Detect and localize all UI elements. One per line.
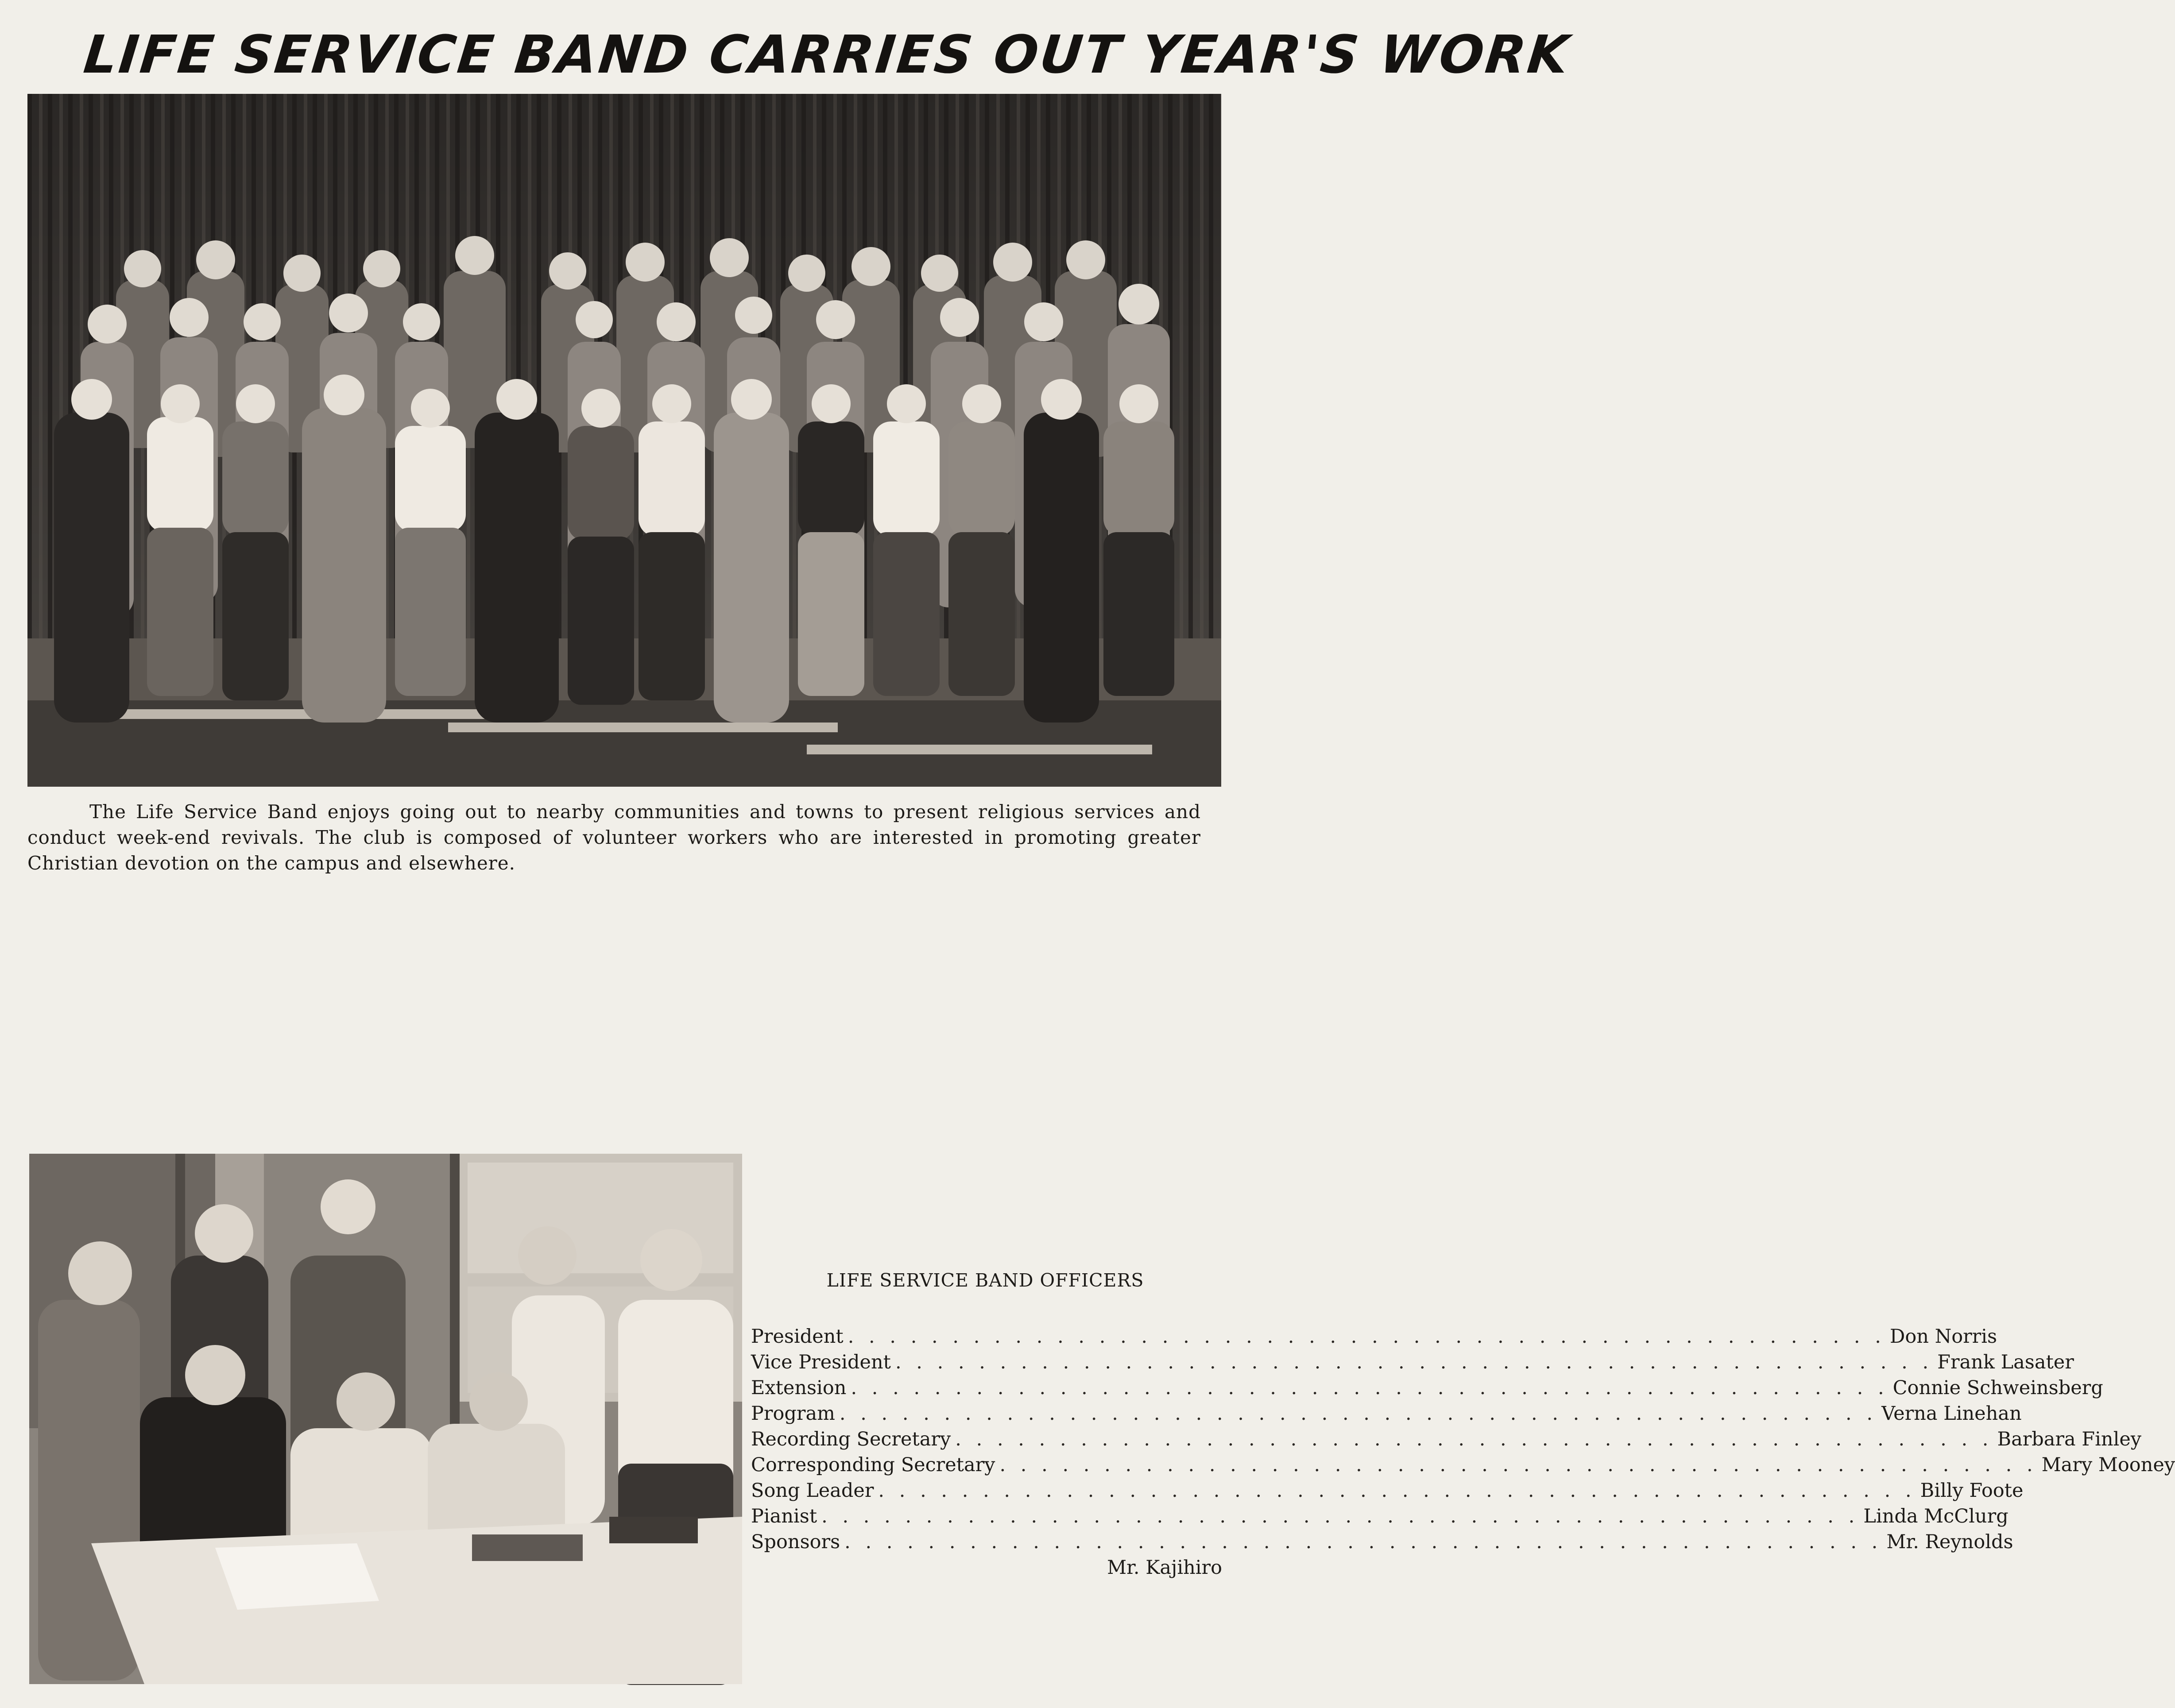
officer-name: Mr. Reynolds xyxy=(1886,1531,2013,1553)
officer-role: Extension xyxy=(751,1377,847,1399)
officer-name: Billy Foote xyxy=(1920,1480,2024,1502)
officer-row xyxy=(751,1426,2142,1452)
officers-heading: LIFE SERVICE BAND OFFICERS xyxy=(826,1270,1144,1291)
officer-row xyxy=(751,1478,2024,1503)
officer-row xyxy=(751,1349,2074,1375)
officer-name: Connie Schweinsberg xyxy=(1892,1377,2103,1399)
officers-photo xyxy=(29,1154,742,1684)
officer-name: Mary Mooney xyxy=(2041,1454,2175,1476)
officer-name: Verna Linehan xyxy=(1881,1403,2022,1425)
officer-name: Barbara Finley xyxy=(1997,1428,2142,1450)
officer-name: Linda McClurg xyxy=(1863,1505,2009,1527)
officer-row xyxy=(751,1324,1997,1349)
officer-role: Program xyxy=(751,1403,835,1425)
leader-dots xyxy=(955,1426,1993,1452)
officer-role: Sponsors xyxy=(751,1531,840,1553)
leader-dots xyxy=(878,1478,1916,1503)
officer-row xyxy=(751,1452,2175,1478)
group-photo xyxy=(27,94,1221,787)
page-headline: LIFE SERVICE BAND CARRIES OUT YEAR'S WORK xyxy=(81,24,1573,85)
officer-role: Recording Secretary xyxy=(751,1428,951,1450)
leader-dots xyxy=(844,1529,1882,1555)
officer-row xyxy=(751,1375,2103,1401)
leader-dots xyxy=(999,1452,2037,1478)
officer-role: Corresponding Secretary xyxy=(751,1454,995,1476)
group-photo-caption: The Life Service Band enjoys going out to nearby communities and towns to present religious services and conduct week-end revivals. The club is composed of volunteer workers who are interested in promoting greater Christian devotion on the campus and elsewhere. xyxy=(27,801,1201,874)
leader-dots xyxy=(821,1503,1859,1529)
leader-dots xyxy=(895,1349,1933,1375)
officer-row xyxy=(751,1401,2022,1426)
officer-role: President xyxy=(751,1325,844,1348)
leader-dots xyxy=(851,1375,1888,1401)
leader-dots xyxy=(848,1324,1885,1349)
officer-name: Frank Lasater xyxy=(1937,1351,2074,1373)
officer-row xyxy=(751,1503,2009,1529)
leader-dots xyxy=(840,1401,1877,1426)
officers-list xyxy=(751,1324,2175,1580)
officer-role: Vice President xyxy=(751,1351,891,1373)
second-sponsor-name: Mr. Kajihiro xyxy=(1107,1557,1222,1579)
officer-role: Song Leader xyxy=(751,1480,874,1502)
officer-role: Pianist xyxy=(751,1505,817,1527)
officer-name: Don Norris xyxy=(1889,1325,1997,1348)
officer-row xyxy=(751,1529,2013,1555)
